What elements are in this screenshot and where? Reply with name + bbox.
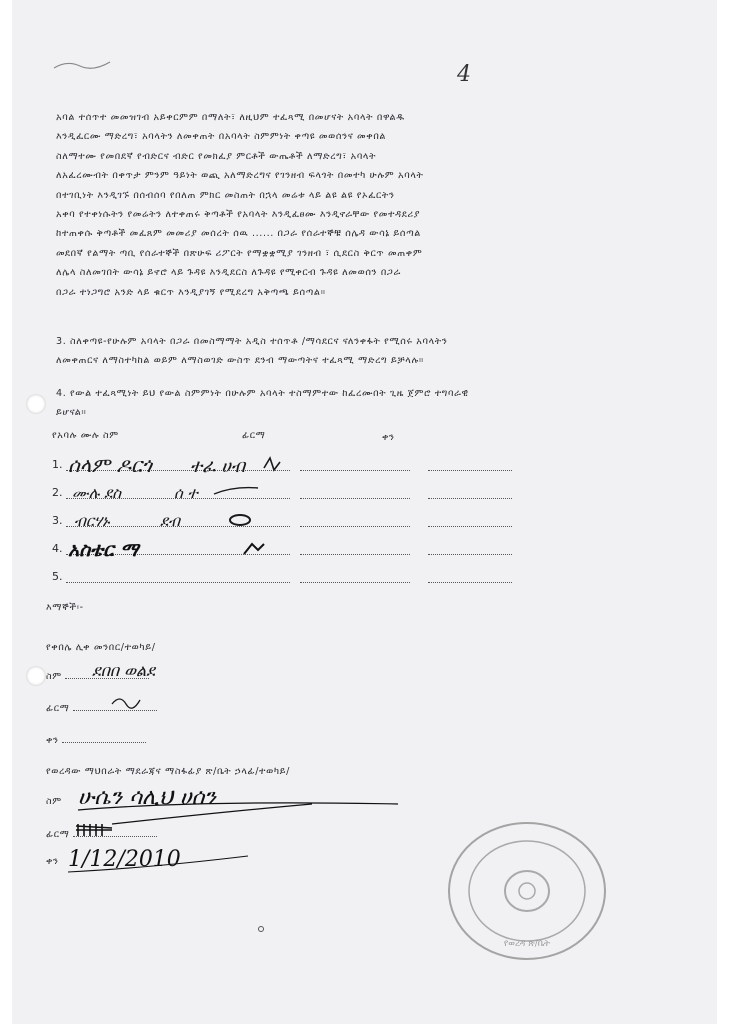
office-handwritten-date (62, 838, 262, 878)
paragraph-line: አቀባ የተቀነሱትን የመሬትን ለተቀጠሩ ቅጣቶች የአባላት እንዲፈፀሙ እንዲኖራቸው የመተዳደሪያ (56, 209, 421, 221)
name-prefix: ስም (46, 671, 62, 682)
registrar-handwritten-name (90, 656, 240, 684)
page-number: 4 (457, 62, 471, 87)
date-prefix: ቀን (46, 735, 59, 746)
svg-text:ደበበ ወልደ: ደበበ ወልደ (92, 661, 155, 680)
small-circle-mark (258, 926, 264, 932)
handwritten-name-signature (64, 530, 294, 564)
paragraph-line: ይሆናል። (56, 407, 87, 419)
signatory-row (52, 568, 532, 592)
date-line (428, 554, 512, 555)
paragraph-line: እንዲፈርሙ ማድረግ፣ አባላትን ለመቀጠት በአባላት ስምምነት ቀጣዩ መወሰንና መቀበል (56, 131, 387, 143)
date-line (428, 498, 512, 499)
row-number: 3. (52, 514, 63, 527)
office-date-field (46, 856, 59, 867)
row-name: ብርሃኑ (74, 512, 110, 530)
office-name-field (46, 796, 62, 807)
paragraph-intro (56, 108, 646, 302)
signature-line (300, 582, 410, 583)
signature-line (300, 526, 410, 527)
stamp-text: የወረዳ ጽ/ቤት (503, 939, 551, 949)
row-signature: ሰ ተ (174, 484, 198, 502)
signature-prefix: ፊርማ (46, 829, 70, 840)
name-line (66, 582, 290, 583)
signature-prefix: ፊርማ (46, 703, 70, 714)
signature-line (300, 498, 410, 499)
punch-hole (26, 666, 46, 686)
date-line (428, 582, 512, 583)
paragraph-4 (56, 384, 646, 423)
signature-line (300, 554, 410, 555)
row-number: 4. (52, 542, 63, 555)
paragraph-line: ለአፈረሙብት በቀጥታ ምንም ዓይነት ወጪ አለማድረግና የገንዘብ ፍላጎት በመተካ ሁሉም አባላት (56, 170, 424, 182)
row-signature: ተፈ ሀብ (190, 456, 246, 477)
corner-pen-mark (52, 58, 112, 72)
paragraph-line: ለመቀጠርና ለማስተካከል ወይም ለማስወገድ ውስጥ ደንብ ማውጣትና ተፈጻሚ ማድረግ ይቻላሉ። (56, 355, 424, 367)
witnesses-label: እማኞች፡- (46, 602, 84, 613)
dotted-line (62, 732, 146, 743)
date-line (428, 470, 512, 471)
paragraph-line: 3. ስለቀጣዩ-የሁሉም አባላት በጋራ በመስማማት አዲስ ተሰጥቶ /ማሳደርና ናለንቀፋት የሚሰሩ አባላትን (56, 336, 448, 347)
paragraph-line: መደበኛ የልማት ጣቢ የሰራተኞች በጽሁፍ ሪፖርት የማቋቋሚያ ገንዘብ ፣ ሲደርስ ቅርጥ መጠቀም (56, 247, 423, 259)
name-column-header: የአባሉ ሙሉ ስም (52, 430, 119, 441)
signature-column-header: ፊርማ (242, 430, 266, 441)
registrar-date-field (46, 732, 146, 746)
row-name: ሰላም ዶርጎ (68, 453, 153, 477)
svg-text:ሁሴን ሳሊህ ሀሰን: ሁሴን ሳሊህ ሀሰን (78, 785, 216, 810)
signatory-row (52, 540, 532, 564)
name-prefix: ስም (46, 796, 62, 807)
date-column-header: ቀን (382, 432, 395, 443)
row-signature: ደብ (160, 512, 181, 530)
registrar-title: የቀበሌ ሊቀ መንበር/ተወካይ/ (46, 642, 156, 653)
date-line (428, 526, 512, 527)
paragraph-3 (56, 332, 646, 371)
row-number: 1. (52, 458, 63, 471)
signature-line (300, 470, 410, 471)
paragraph-line: አባል ተሰጥተ መመዝገብ አይቀርምም በማለት፣ ለዚህም ተፈጻሚ በመሆናት አባላት በዋልዱ (56, 112, 405, 123)
svg-text:1/12/2010: 1/12/2010 (68, 847, 181, 872)
paragraph-line: በተገቢነት እንዲገኙ በሰብሰባ የበለጠ ምክር መስጠት በኋላ መሬቱ ላይ ልዩ ልዩ የኦፈርትን (56, 189, 395, 201)
paragraph-line: 4. የውል ተፈጻሚነት ይህ የውል ስምምነት በሁሉም አባላት ተስማምተው ከፈረሙበት ጊዜ ጀምሮ ተግባራዊ (56, 388, 469, 399)
paragraph-line: በጋራ ተነጋግሮ አንድ ላይ ቁርጥ እንዲያገኝ የሚደረግ አቅጣጫ ይሰጣል። (56, 286, 326, 298)
registrar-signature-scribble (108, 692, 148, 712)
paragraph-line: ስለማተሙ የመበደኛ የብድርና ብድር የመክፈያ ምርቶች ውጤቶች ለማድረግ፣ አባላት (56, 150, 377, 162)
row-number: 5. (52, 570, 63, 583)
date-prefix: ቀን (46, 856, 59, 867)
paragraph-line: ለሌላ ስለመገበት ውሳኔ ይኖሮ ላይ ጉዳዩ እንዲደርስ ለጉዳዩ የሚቀርብ ጉዳዩ ለመወሰን በጋራ (56, 267, 401, 279)
official-stamp (442, 816, 612, 966)
punch-hole (26, 394, 46, 414)
row-number: 2. (52, 486, 63, 499)
document-page (12, 0, 717, 1024)
row-name: ሙሉ ደስ (72, 484, 122, 502)
paragraph-line: ከተጠቀሱ ቅጣቶች መፈጸም መመሪያ መሰረት ሰዉ ...... በጋራ የሰራተኞቹ ሰሌዳ ውሳኔ ይሰጣል (56, 228, 421, 240)
row-name: አስቴር ማ (68, 539, 139, 561)
office-title: የወረዳው ማህበራት ማደራጃና ማስፋፊያ ጽ/ቤት ኃላፊ/ተወካይ/ (46, 766, 291, 777)
